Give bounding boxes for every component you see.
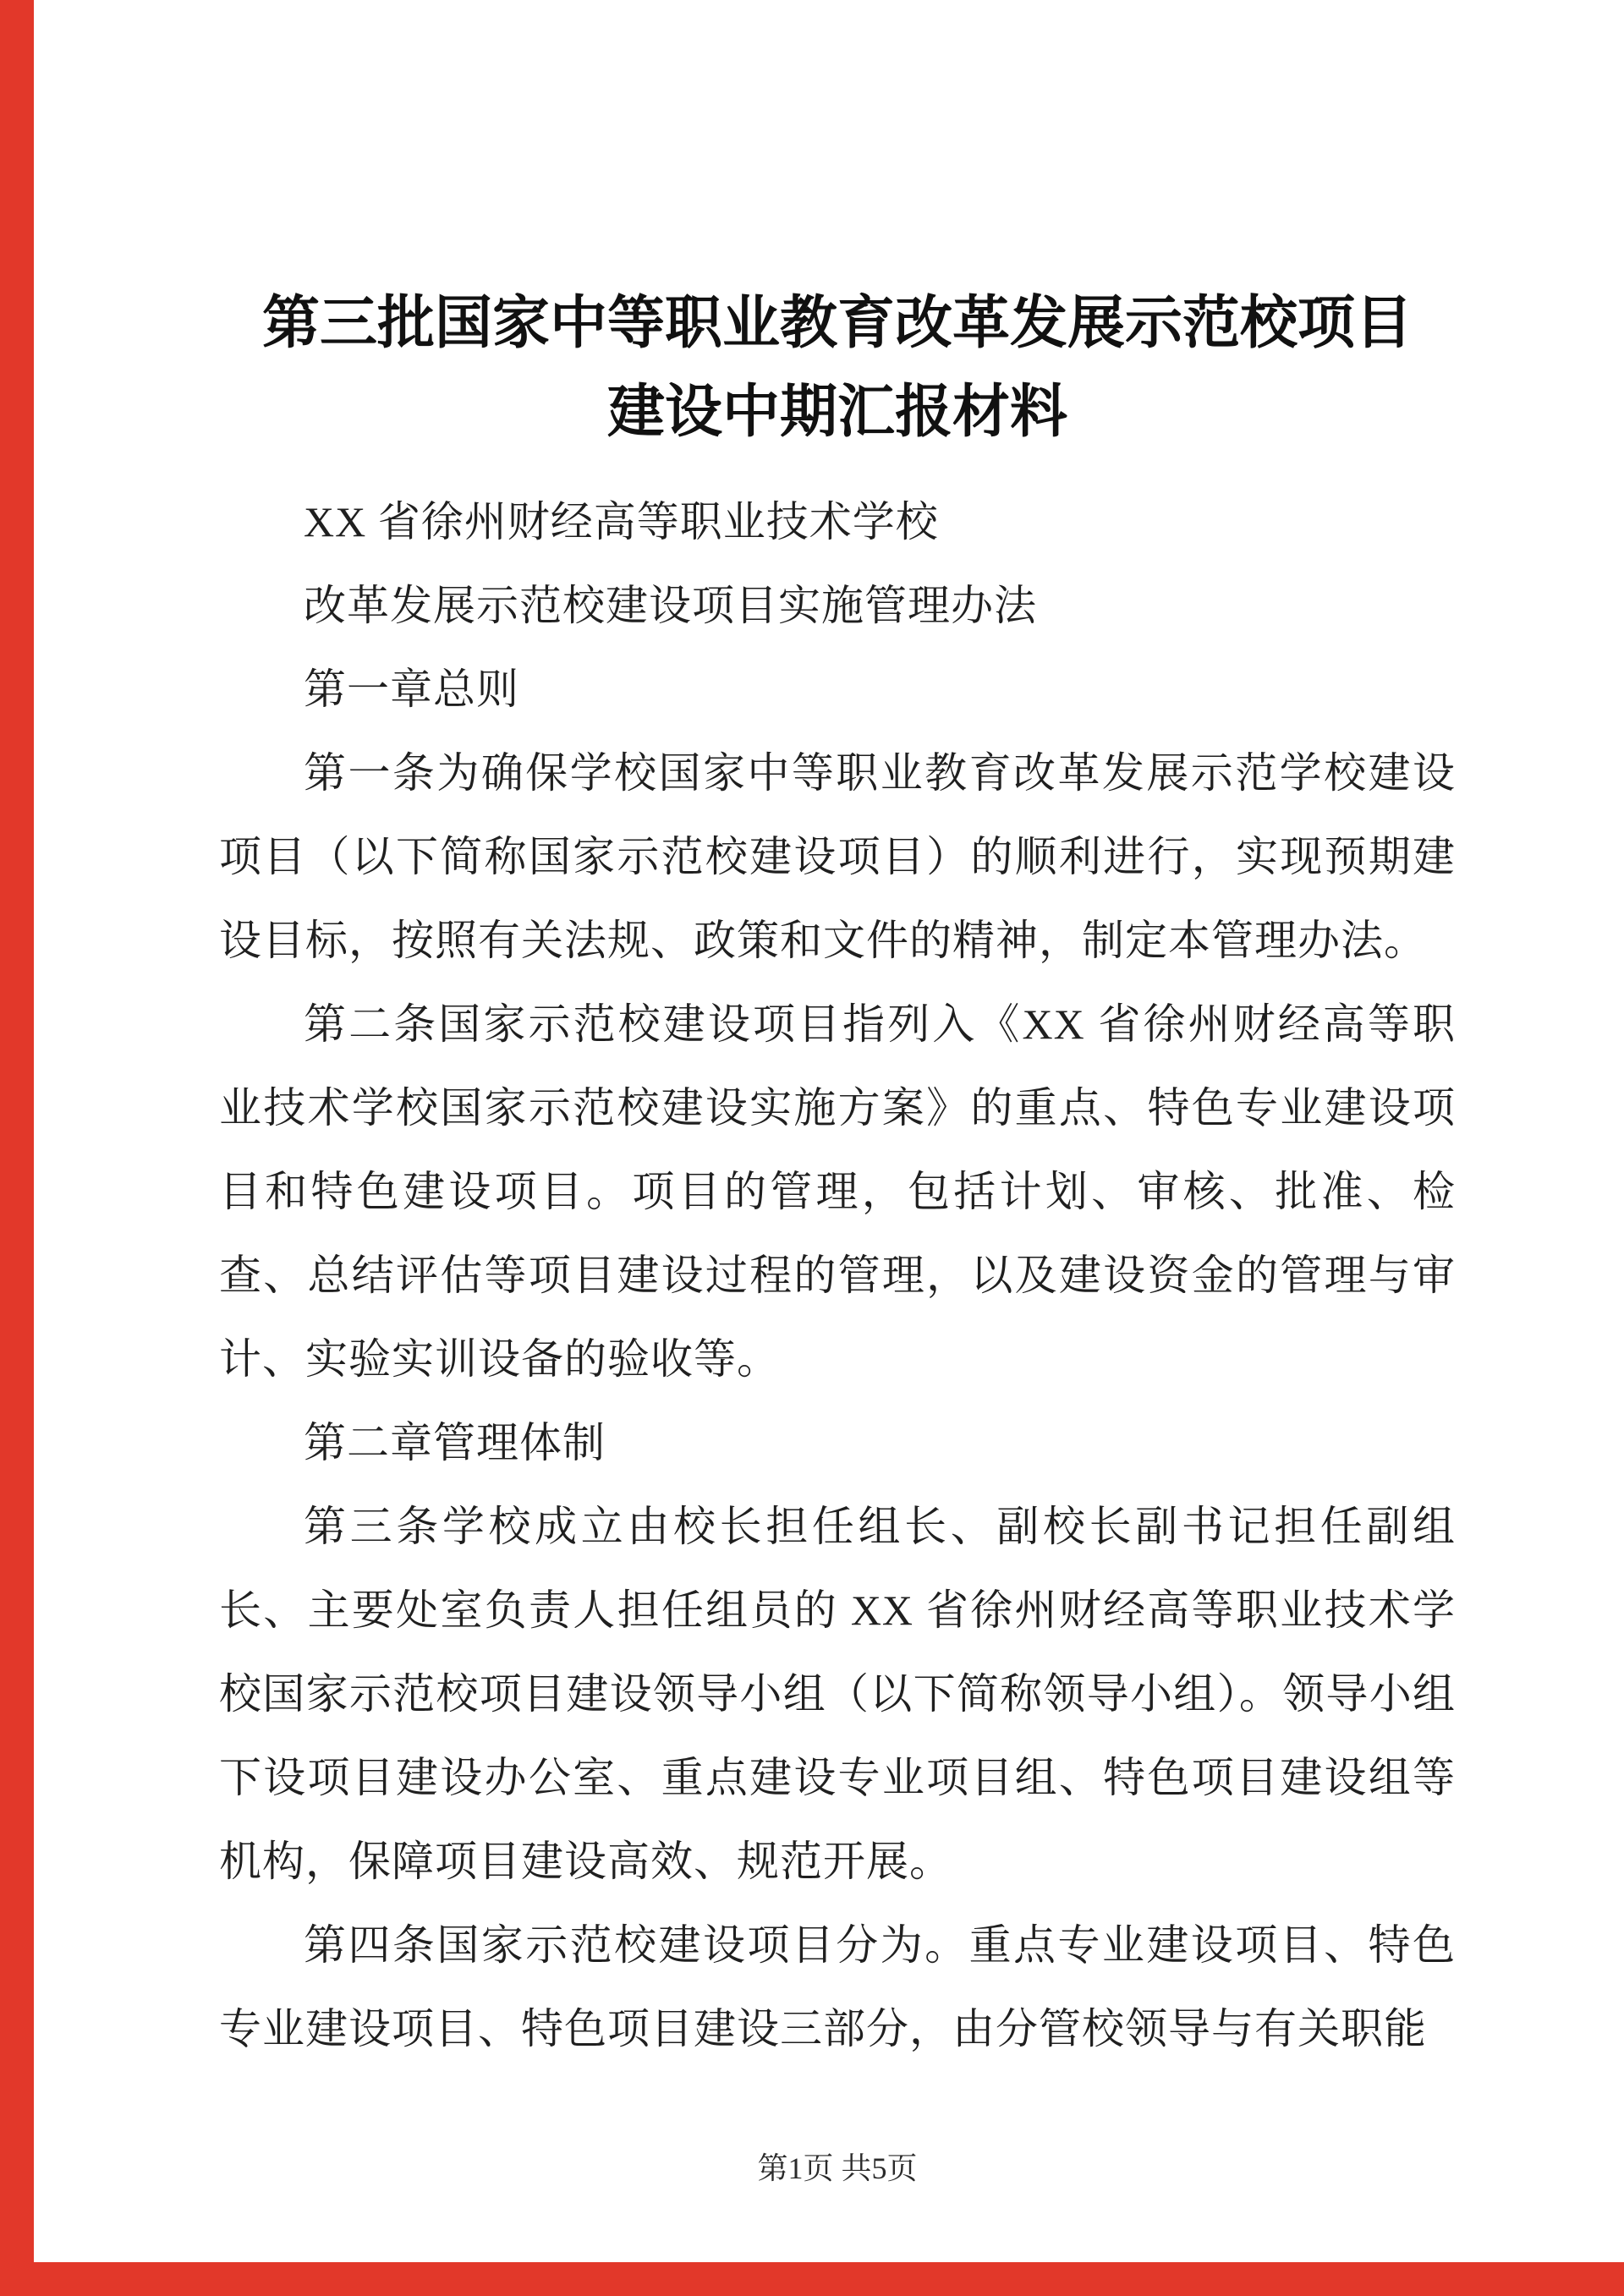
page-number-footer: 第1页 共5页 xyxy=(757,2151,918,2185)
document-title xyxy=(219,279,1456,457)
paragraph-subtitle: 改革发展示范校建设项目实施管理办法 xyxy=(304,582,1037,629)
document-title-line-1: 第三批国家中等职业教育改革发展示范校项目 xyxy=(261,291,1413,355)
document-title-line-2: 建设中期汇报材料 xyxy=(606,380,1067,444)
paragraph-article-3: 第三条学校成立由校长担任组长、副校长副书记担任副组长、主要处室负责人担任组员的 XX 省徐州财经高等职业技术学校国家示范校项目建设领导小组（以下简称领导小组）。领导小组下设项目建设办公室、重点建设专业项目组、特色项目建设组等机构，保障项目建设高效、规范开展。 xyxy=(219,1503,1456,1885)
paragraph-article-2: 第二条国家示范校建设项目指列入《XX 省徐州财经高等职业技术学校国家示范校建设实施方案》的重点、特色专业建设项目和特色建设项目。项目的管理，包括计划、审核、批准、检查、总结评估等项目建设过程的管理，以及建设资金的管理与审计、实验实训设备的验收等。 xyxy=(219,1000,1456,1383)
paragraph-chapter-1-heading: 第一章总则 xyxy=(304,666,519,713)
paragraph-school-name: XX 省徐州财经高等职业技术学校 xyxy=(304,498,939,545)
document-body xyxy=(219,279,1456,2071)
document-page xyxy=(34,0,1624,2262)
paragraph-article-4: 第四条国家示范校建设项目分为。重点专业建设项目、特色专业建设项目、特色项目建设三部分，由分管校领导与有关职能 xyxy=(219,1921,1456,2052)
paragraph-chapter-2-heading: 第二章管理体制 xyxy=(304,1419,606,1466)
paragraph-article-1: 第一条为确保学校国家中等职业教育改革发展示范学校建设项目（以下简称国家示范校建设项目）的顺利进行，实现预期建设目标，按照有关法规、政策和文件的精神，制定本管理办法。 xyxy=(219,749,1456,964)
